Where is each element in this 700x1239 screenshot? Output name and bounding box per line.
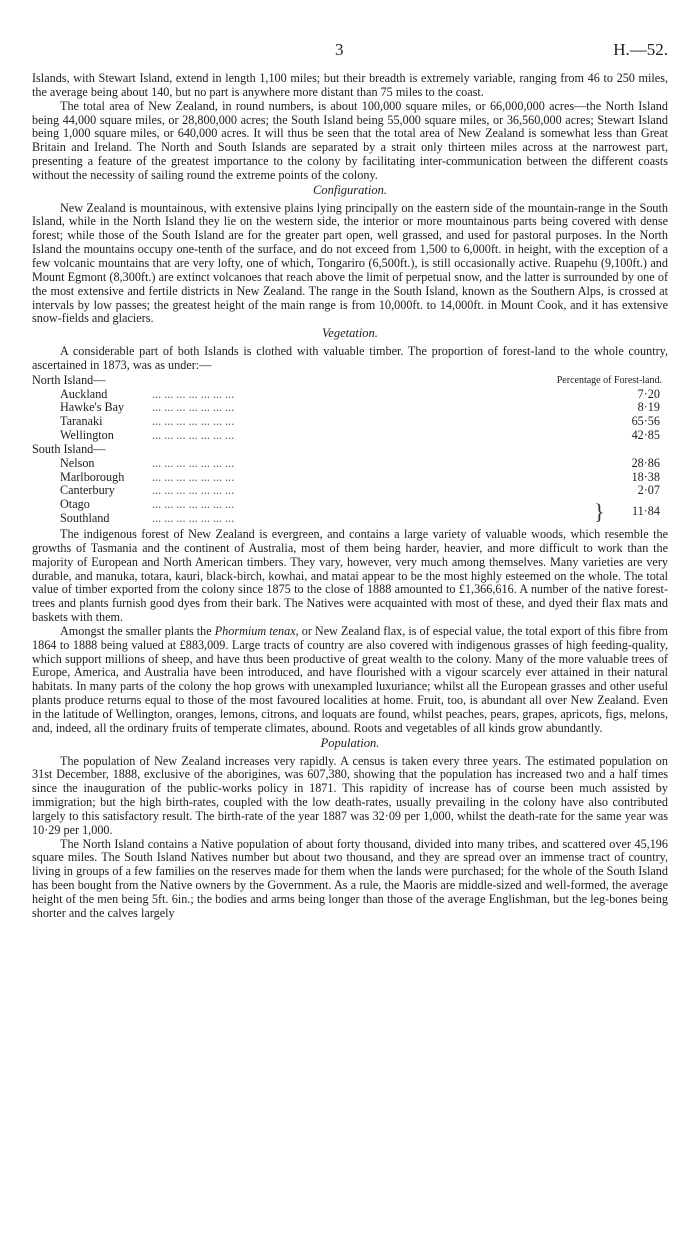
leader-dots: ... ... ... ... ... ... ... [152, 429, 235, 443]
table-row-combined [32, 498, 668, 526]
combined-districts [32, 498, 594, 526]
table-row [32, 512, 594, 526]
district-value: 28·86 [631, 455, 660, 470]
district-value: 65·56 [631, 414, 660, 429]
district-name: Southland [60, 511, 110, 526]
paragraph-forest-intro: A considerable part of both Islands is clothed with valuable timber. The proportion of forest-land to the whole country, ascertained in 1873, was as under:— [32, 344, 668, 372]
page-number: 3 [335, 40, 344, 59]
district-value: 18·38 [631, 469, 660, 484]
district-name: Nelson [60, 455, 95, 470]
combined-value: 11·84 [632, 504, 660, 519]
district-name: Taranaki [60, 414, 103, 429]
district-name: Marlborough [60, 469, 125, 484]
district-value: 8·19 [637, 400, 660, 415]
leader-dots: ... ... ... ... ... ... ... [152, 484, 235, 498]
district-value: 7·20 [637, 386, 660, 401]
table-header-row [32, 374, 668, 388]
paragraph-area: The total area of New Zealand, in round numbers, is about 100,000 square miles, or 66,000,000 acres—the North Island being 44,000 square miles, or 28,800,000 acres; the South Island being 55,000 square miles, or 36,560,000 acres; Stewart Island being 1,000 square miles, or 640,000 acres. It will thus be seen that the total area of New Zealand is somewhat less than Great Britain and Ireland. The North and South Islands are separated by a strait only thirteen miles across at the narrowest part, presenting a feature of the greatest importance to the colony by facilitating inter-communication between the different coasts without the necessity of sailing round the extreme points of the colony. [32, 98, 668, 182]
document-reference: H.—52. [613, 40, 668, 59]
table-row [32, 388, 668, 402]
district-name: Hawke's Bay [60, 400, 125, 415]
column-header-percentage: Percentage of Forest-land. [556, 374, 662, 386]
table-row [32, 498, 594, 512]
paragraph-phormium [32, 625, 668, 736]
forest-land-table [32, 374, 668, 526]
heading-vegetation: Vegetation. [322, 326, 378, 341]
leader-dots: ... ... ... ... ... ... ... [152, 401, 235, 415]
table-group-row [32, 443, 668, 457]
leader-dots: ... ... ... ... ... ... ... [152, 512, 235, 526]
table-row [32, 484, 668, 498]
leader-dots: ... ... ... ... ... ... ... [152, 456, 235, 470]
phormium-text-a: Amongst the smaller plants the [60, 623, 215, 638]
district-name: Wellington [60, 428, 114, 443]
phormium-species-name: Phormium tenax [214, 623, 296, 638]
table-row [32, 429, 668, 443]
south-island-label: South Island— [32, 441, 106, 456]
district-value: 42·85 [631, 428, 660, 443]
table-row [32, 471, 668, 485]
district-name: Otago [60, 497, 90, 512]
paragraph-native-population: The North Island contains a Native population of about forty thousand, divided into many tribes, and scattered over 45,196 square miles. The South Island Natives number but about two thousand, and they are spread over an immense tract of country, living in groups of a few families on the reserves made for them when the lands were purchased; for the whole of the South Island has been bought from the Native owners by the Government. As a rule, the Maoris are middle-sized and well-formed, the average height of the men being 5ft. 6in.; the bodies and arms being longer than those of the average Englishman, but the leg-bones being shorter and the calves largely [32, 836, 668, 920]
leader-dots: ... ... ... ... ... ... ... [152, 470, 235, 484]
paragraph-indigenous-forest: The indigenous forest of New Zealand is evergreen, and contains a large variety of valuable woods, which resemble the growths of Tasmania and the continent of Australia, most of them being harder, heavier, and more difficult to work than the majority of European and North American timbers. They vary, however, very much among themselves. Many varieties are very durable, and manuka, totara, kauri, black-birch, kowhai, and matai appear to be the most highly esteemed on the whole. The total value of timber exported from the colony since 1875 to the close of 1888 amounted to £1,366,616. A number of the native forest-trees and plants furnish good dyes from their bark. The Natives were acquainted with most of these, and dyed their flax mats and baskets with them. [32, 527, 668, 625]
north-island-label: North Island— [32, 372, 106, 387]
district-name: Auckland [60, 386, 108, 401]
table-row [32, 401, 668, 415]
leader-dots: ... ... ... ... ... ... ... [152, 498, 235, 512]
leader-dots: ... ... ... ... ... ... ... [152, 415, 235, 429]
leader-dots: ... ... ... ... ... ... ... [152, 387, 235, 401]
brace-glyph: } [594, 499, 605, 525]
phormium-text-b: , or New Zealand flax, is of especial value, the total export of this fibre from 1864 to 1888 being valued at £883,009. Large tracts of country are also covered with indigenous grasses of high feeding-quality, which support millions of sheep, and have thus been productive of great wealth to the colony. Many of the more valuable trees of Europe, America, and Australia have been introduced, and have flourished with a vigour scarcely ever attained in their natural habitats. In many parts of the colony the hop grows with unexampled luxuriance; whilst all the European grasses and other useful plants produce returns equal to those of the most favoured localities at home. Fruit, too, is abundant all over New Zealand. Even in the latitude of Wellington, oranges, lemons, citrons, and loquats are found, whilst peaches, pears, grapes, apricots, figs, melons, and, indeed, all the ordinary fruits of temperate climates, abound. Roots and vegetables of all kinds grow abundantly. [32, 623, 668, 735]
heading-population: Population. [320, 735, 380, 750]
district-name: Canterbury [60, 483, 115, 498]
paragraph-population: The population of New Zealand increases very rapidly. A census is taken every three years. The estimated population on 31st December, 1888, exclusive of the aborigines, was 607,380, showing that the population has increased two and a half times since the inauguration of the public-works policy in 1871. This rapidity of increase has of course been much assisted by immigration; but the high birth-rates, coupled with the low death-rates, usually prevailing in the colony have also contributed largely to this satisfactory result. The birth-rate of the year 1887 was 32·09 per 1,000, whilst the death-rate for the same year was 10·29 per 1,000. [32, 753, 668, 837]
district-value: 2·07 [637, 483, 660, 498]
paragraph-configuration: New Zealand is mountainous, with extensive plains lying principally on the eastern side of the mountain-range in the South Island, while in the North Island they lie on the western side, the interior or more mountainous parts being covered with dense forest; while those of the South Island are for the greater part open, well grassed, and used for pastoral purposes. In the North Island the mountains occupy one-tenth of the surface, and do not exceed from 1,500 to 6,000ft. in height, with the exception of a few volcanic mountains that are very lofty, one of which, Tongariro (6,500ft.), is still occasionally active. Ruapehu (9,100ft.) and Mount Egmont (8,300ft.) are extinct volcanoes that reach above the limit of perpetual snow, and the latter is surrounded by one of the most extensive and fertile districts in New Zealand. The range in the South Island, known as the Southern Alps, is crossed at intervals by low passes; the greatest height of the main range is from 10,000ft. to 14,000ft. in Mount Cook, and it has extensive snow-fields and glaciers. [32, 200, 668, 326]
document-body [32, 72, 668, 921]
heading-configuration: Configuration. [313, 182, 387, 197]
paragraph-extent: Islands, with Stewart Island, extend in length 1,100 miles; but their breadth is extremely variable, ranging from 46 to 250 miles, the average being about 140, but no part is anywhere more distant than 75 miles to the coast. [32, 71, 668, 99]
table-row [32, 457, 668, 471]
table-row [32, 415, 668, 429]
